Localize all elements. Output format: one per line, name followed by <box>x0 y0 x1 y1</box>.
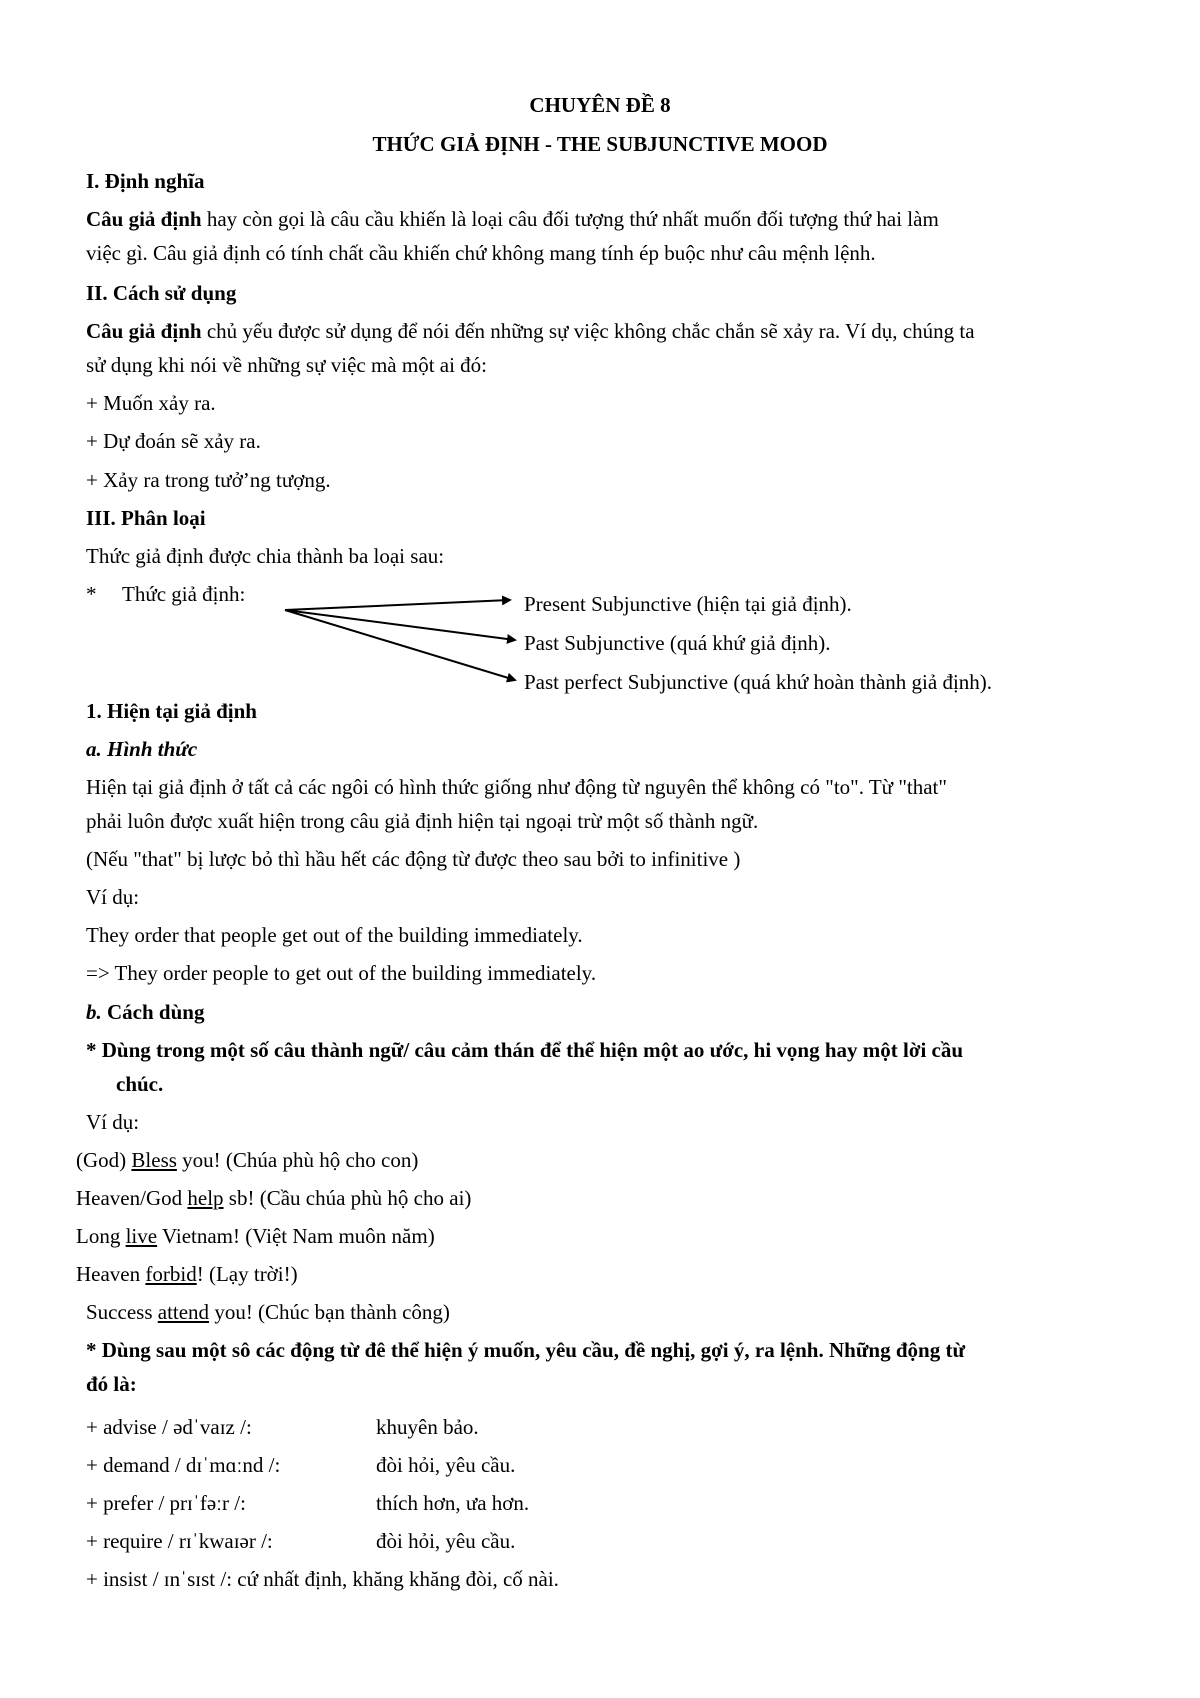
idiom-verb: help <box>187 1186 224 1210</box>
list-item: + Muốn xảy ra. <box>86 391 216 415</box>
idiom-line <box>76 1261 298 1287</box>
arrow-past <box>285 610 515 640</box>
section-1-line-1-rest: hay còn gọi là câu cầu khiến là loại câu đối tượng thứ nhất muốn đối tượng thứ hai làm <box>201 207 939 231</box>
verb-meaning: đòi hỏi, yêu cầu. <box>376 1453 516 1477</box>
idiom-suffix: sb! (Cầu chúa phù hộ cho ai) <box>223 1186 472 1210</box>
subsection-a-heading: a. Hình thức <box>86 737 198 761</box>
subsection-a-line-2: phải luôn được xuất hiện trong câu giả định hiện tại ngoại trừ một số thành ngữ. <box>86 809 759 833</box>
idiom-prefix: Long <box>76 1224 126 1248</box>
idiom-line <box>76 1223 435 1249</box>
verb-entry: + advise / ədˈvaɪz /: <box>86 1415 252 1439</box>
usage-point-1-line-2: chúc. <box>116 1072 164 1096</box>
section-1-term: Câu giả định <box>86 207 202 231</box>
verb-entry: + demand / dɪˈmɑːnd /: <box>86 1453 281 1477</box>
arrow-past-perfect <box>285 610 515 680</box>
idiom-prefix: Success <box>86 1300 158 1324</box>
verb-meaning: khuyên bảo. <box>376 1415 479 1439</box>
list-item: + Xảy ra trong tưở’ng tượng. <box>86 468 331 492</box>
section-3-star: * <box>86 582 97 606</box>
section-1-line-2: việc gì. Câu giả định có tính chất cầu khiến chứ không mang tính ép buộc như câu mệnh lệnh. <box>86 241 876 265</box>
section-2-heading: II. Cách sử dụng <box>86 281 237 305</box>
type-past-perfect: Past perfect Subjunctive (quá khứ hoàn thành giả định). <box>524 670 993 694</box>
example-2: => They order people to get out of the building immediately. <box>86 961 597 985</box>
section-2-term: Câu giả định <box>86 319 202 343</box>
subsection-b-title: Cách dùng <box>101 1000 205 1024</box>
idiom-prefix: Heaven/God <box>76 1186 188 1210</box>
subsection-b-heading <box>86 999 204 1025</box>
idiom-line <box>76 1147 418 1173</box>
idiom-prefix: Heaven <box>76 1262 146 1286</box>
usage-point-2-line-1: * Dùng sau một sô các động từ đê thể hiện ý muốn, yêu cầu, đề nghị, gợi ý, ra lệnh. Những động từ <box>86 1338 966 1362</box>
verb-entry: + prefer / prɪˈfəːr /: <box>86 1491 246 1515</box>
example-label: Ví dụ: <box>86 885 140 909</box>
section-2-line-2: sử dụng khi nói về những sự việc mà một ai đó: <box>86 353 488 377</box>
usage-point-2-line-2: đó là: <box>86 1372 137 1396</box>
idiom-suffix: you! (Chúc bạn thành công) <box>209 1300 450 1324</box>
idiom-verb: Bless <box>131 1148 177 1172</box>
title-line-2: THỨC GIẢ ĐỊNH - THE SUBJUNCTIVE MOOD <box>372 132 828 156</box>
idiom-verb: live <box>125 1224 158 1248</box>
arrow-present <box>285 600 510 610</box>
subsection-a-note: (Nếu "that" bị lược bỏ thì hầu hết các động từ được theo sau bởi to infinitive ) <box>86 847 741 871</box>
example-label: Ví dụ: <box>86 1110 140 1134</box>
example-1: They order that people get out of the building immediately. <box>86 923 583 947</box>
title-line-1: CHUYÊN ĐỀ 8 <box>529 93 671 117</box>
subsection-b-letter: b. <box>86 1000 102 1024</box>
idiom-suffix: Vietnam! (Việt Nam muôn năm) <box>157 1224 435 1248</box>
idiom-line <box>76 1185 471 1211</box>
list-item: + Dự đoán sẽ xảy ra. <box>86 429 261 453</box>
idiom-line <box>86 1299 450 1325</box>
idiom-suffix: you! (Chúa phù hộ cho con) <box>176 1148 419 1172</box>
idiom-suffix: ! (Lạy trời!) <box>196 1262 298 1286</box>
verb-entry: + require / rɪˈkwaɪər /: <box>86 1529 273 1553</box>
type-past: Past Subjunctive (quá khứ giả định). <box>524 631 831 655</box>
verb-meaning: thích hơn, ưa hơn. <box>376 1491 530 1515</box>
idiom-verb: forbid <box>145 1262 197 1286</box>
section-2-line-1-rest: chủ yếu được sử dụng để nói đến những sự việc không chắc chắn sẽ xảy ra. Ví dụ, chúng ta <box>201 319 975 343</box>
type-present: Present Subjunctive (hiện tại giả định). <box>524 592 852 616</box>
subjunctive-source-label: Thức giả định: <box>122 582 246 606</box>
usage-point-1-line-1: * Dùng trong một số câu thành ngữ/ câu cảm thán để thể hiện một ao ước, hi vọng hay một lời cầu <box>86 1038 964 1062</box>
section-3-heading: III. Phân loại <box>86 506 206 530</box>
verb-entry: + insist / ɪnˈsɪst /: cứ nhất định, khăng khăng đòi, cố nài. <box>86 1567 559 1591</box>
section-3-intro: Thức giả định được chia thành ba loại sau: <box>86 544 445 568</box>
subsection-a-line-1: Hiện tại giả định ở tất cả các ngôi có hình thức giống như động từ nguyên thể không có "to". Từ "that" <box>86 775 947 799</box>
section-1-heading: I. Định nghĩa <box>86 169 205 193</box>
subsection-1-heading: 1. Hiện tại giả định <box>86 699 257 723</box>
idiom-prefix: (God) <box>76 1148 132 1172</box>
verb-meaning: đòi hỏi, yêu cầu. <box>376 1529 516 1553</box>
idiom-verb: attend <box>157 1300 210 1324</box>
